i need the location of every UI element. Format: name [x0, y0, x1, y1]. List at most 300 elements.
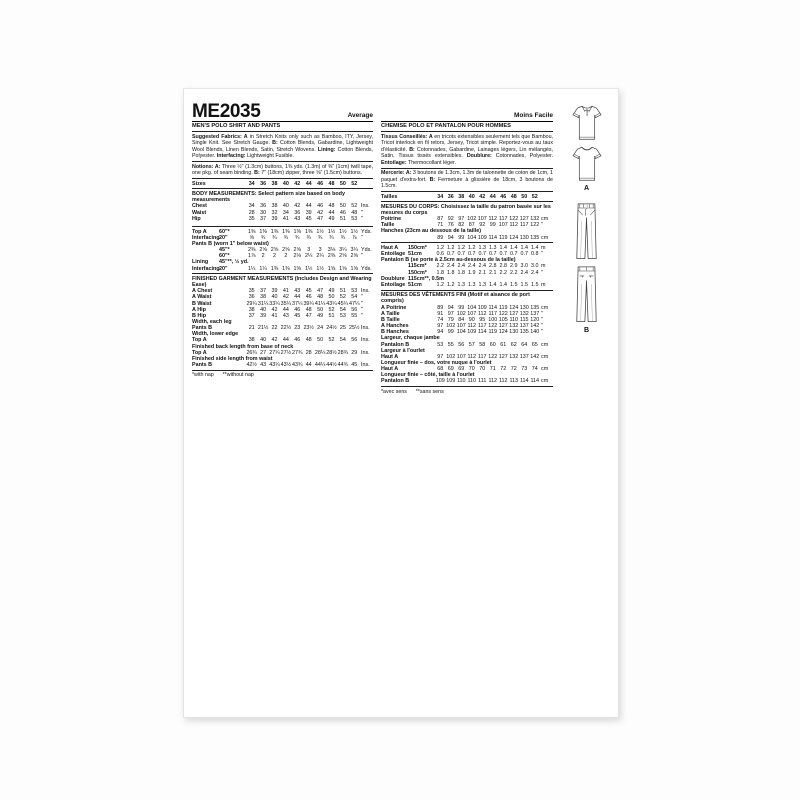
cell-value: 1½ [316, 265, 324, 272]
cell-value: 54 [339, 337, 346, 344]
cell-value: 130 [519, 234, 529, 241]
cell-value: 52 [328, 337, 335, 344]
table-section-label: Pantalon B (se porte à 2.5cm au-dessous de la taille) [381, 257, 516, 264]
measurements-table-fr [381, 194, 553, 385]
cell-value: 74 [437, 316, 444, 323]
row-label: Pantalon B [381, 341, 410, 348]
cell-value: 2.4 [478, 263, 486, 270]
cell-value: 87 [437, 216, 444, 223]
cell-value: 45 [351, 362, 358, 369]
cell-value: 43½ [280, 362, 292, 369]
cell-value: 56 [458, 341, 465, 348]
cell-value: 36 [447, 193, 454, 200]
table-section-label: Width, lower edge [192, 331, 239, 338]
cell-value: 37 [260, 288, 267, 295]
cell-value: 3.0 [531, 263, 539, 270]
row-unit: cm [541, 216, 549, 223]
cell-value: 41¼ [314, 300, 326, 307]
cell-value: 104 [467, 234, 477, 241]
cell-value: 127 [519, 216, 529, 223]
cell-value: 2¼ [304, 253, 313, 260]
row-label: Waist [192, 209, 207, 216]
cell-value: 1⅝ [339, 265, 347, 272]
cell-value: 1.4 [489, 281, 497, 288]
row-label: B Waist [192, 300, 212, 307]
cell-value: 47 [305, 312, 312, 319]
cell-value: 34 [248, 203, 255, 210]
table-section-label: Finished back length from base of neck [192, 343, 294, 350]
cell-value: 117 [498, 216, 508, 223]
cell-value: 1.5 [520, 281, 528, 288]
table-section-label: MESURES DES VÊTEMENTS FINI (Motif et aisance de port compris) [381, 292, 530, 305]
masthead-fr [381, 102, 553, 119]
row-label: Interfacing 20" [192, 265, 228, 272]
cell-value: 53 [351, 215, 358, 222]
cell-value: 69 [458, 366, 465, 373]
cell-value: 43 [260, 362, 267, 369]
table-row [192, 235, 373, 241]
cell-value: 42 [271, 337, 278, 344]
cell-value: 1⅜ [259, 228, 267, 235]
cell-value: 27¾ [292, 349, 303, 356]
cell-value: 109 [435, 378, 445, 385]
text-segment: Three ½" (1.3cm) buttons, 1⅜ yds. (1.3m) of ⅜" (1cm) twill tape, one pkg. of seam binding. [192, 163, 373, 177]
cell-value: 2.8 [489, 263, 497, 270]
cell-value: 34 [248, 180, 255, 187]
cell-value: 132 [509, 353, 519, 360]
cell-value: 52 [351, 180, 358, 187]
cell-value: 1.4 [499, 244, 507, 251]
cell-value: 65 [531, 341, 538, 348]
cell-value: 38 [248, 337, 255, 344]
cell-value: 1¼ [247, 265, 256, 272]
cell-value: 56 [351, 306, 358, 313]
cell-value: 2⅜ [327, 253, 336, 260]
cell-value: 122 [498, 310, 508, 317]
french-column [381, 102, 553, 395]
row-unit [360, 181, 373, 187]
cell-value: 48 [351, 209, 358, 216]
cell-value: 46 [500, 193, 507, 200]
cell-value: 1.9 [468, 269, 476, 276]
cell-value: 27¼ [269, 349, 280, 356]
cell-value: 114 [488, 304, 498, 311]
cell-value: 62 [510, 341, 517, 348]
cell-value: 122 [488, 323, 498, 330]
cell-value: 120 [530, 316, 540, 323]
cell-value: 124 [498, 329, 508, 336]
cell-value: 55 [447, 341, 454, 348]
row-unit: cm [541, 353, 549, 360]
row-unit: " [360, 312, 363, 319]
cell-value: 119 [498, 234, 508, 241]
cell-value: 112 [477, 310, 487, 317]
cell-value: 1.4 [531, 244, 539, 251]
cell-value: 24 [317, 325, 324, 332]
row-label: Doublure 115cm**, 0.5m [381, 275, 444, 282]
row-unit: Yds. [360, 247, 372, 254]
cell-value: 112 [509, 222, 519, 229]
cell-value: 50 [339, 180, 346, 187]
cell-value: 89 [437, 304, 444, 311]
row-unit: Ins. [360, 349, 370, 356]
cell-value: 3¼ [339, 247, 347, 254]
row-label: Top A [192, 337, 207, 344]
cell-value: 47 [317, 215, 324, 222]
cell-value: ¾ [260, 234, 266, 241]
row-width-spec: 60"* [219, 253, 230, 260]
row-label: Top A 60"* [192, 228, 230, 235]
cell-value: 42 [282, 294, 289, 301]
cell-value: 2⅝ [339, 253, 347, 260]
cell-value: 79 [447, 316, 454, 323]
table-section-label: Pants B (worn 1" below waist) [192, 240, 269, 247]
row-unit: Ins. [360, 325, 370, 332]
cell-value: 36 [260, 180, 267, 187]
cell-value: 42 [294, 203, 301, 210]
cell-value: 140 [530, 329, 540, 336]
cell-value: 44 [294, 294, 301, 301]
cell-value: 1⅞ [247, 253, 256, 260]
cell-value: 50 [317, 306, 324, 313]
text-segment: Entoilage: [381, 159, 407, 166]
cell-value: 97 [447, 310, 454, 317]
table-section-label: Largeur à l'ourlet [381, 347, 425, 354]
text-segment: Doublure: [466, 153, 492, 160]
table-row [381, 235, 553, 241]
divider-rule [192, 370, 373, 371]
row-label: A Taille [381, 310, 400, 317]
row-label: Interfacing 20" [192, 234, 228, 241]
cell-value: 1¼ [259, 265, 267, 272]
cell-value: 50 [339, 203, 346, 210]
cell-value: 0.8 [531, 251, 539, 258]
row-unit: " [360, 215, 363, 222]
text-segment: in Stretch Knits only such as Bamboo, ITY, Jersey, Single Knit. See Stretch Gauge. [192, 133, 373, 147]
cell-value: 2 [272, 253, 276, 260]
suggested-fabrics-fr [381, 134, 553, 166]
cell-value: 40 [260, 337, 267, 344]
cell-value: 117 [519, 222, 529, 229]
row-width-spec: 45"**, ½ yd. [219, 259, 249, 266]
divider-rule [381, 386, 553, 387]
cell-value: 99 [489, 222, 496, 229]
cell-value: 124 [509, 234, 519, 241]
divider-rule [381, 242, 553, 243]
cell-value: 102 [456, 310, 466, 317]
cell-value: 38 [271, 203, 278, 210]
cell-value: 92 [447, 216, 454, 223]
cell-value: 1.2 [447, 281, 455, 288]
spacer [192, 222, 373, 225]
cell-value: 112 [488, 378, 498, 385]
cell-value: 70 [479, 366, 486, 373]
row-label: B Hip [192, 312, 207, 319]
cell-value: 46 [294, 337, 301, 344]
cell-value: ¾ [283, 234, 289, 241]
cell-value: 0.7 [478, 251, 486, 258]
cell-value: 44 [328, 209, 335, 216]
cell-value: 97 [458, 216, 465, 223]
cell-value: 100 [488, 316, 498, 323]
pattern-number: ME2035 [192, 101, 261, 122]
cell-value: 2⅝ [270, 247, 279, 254]
table-section-label: Finished side length from waist [192, 355, 273, 362]
row-unit: " [541, 310, 543, 317]
row-width-spec: 20" [219, 265, 228, 272]
row-label: Haut A 150cm* [381, 244, 427, 251]
cell-value: 48 [305, 337, 312, 344]
row-width-spec: 150cm* [408, 244, 427, 251]
cell-value: 2.2 [499, 269, 507, 276]
cell-value: 2⅝ [259, 247, 267, 254]
row-unit: m [541, 263, 546, 270]
text-segment: B: [272, 140, 278, 147]
row-unit [540, 194, 553, 200]
cell-value: 1.2 [468, 244, 476, 251]
cell-value: 23½ [303, 325, 314, 332]
cell-value: 0.7 [447, 251, 455, 258]
cell-value: 23 [294, 325, 301, 332]
cell-value: 21 [248, 325, 255, 332]
cell-value: 41 [271, 312, 278, 319]
cell-value: ⅝ [249, 234, 254, 241]
cell-value: 42½ [246, 362, 257, 369]
cell-value: 3 [307, 247, 311, 254]
cell-value: 2.4 [531, 269, 539, 276]
cell-value: 107 [456, 323, 466, 330]
cell-value: 28¼ [314, 349, 326, 356]
cell-value: 132 [519, 310, 529, 317]
cell-value: 122 [509, 216, 519, 223]
row-unit: Ins. [360, 288, 370, 295]
cell-value: 40 [282, 180, 289, 187]
cell-value: 2.1 [489, 269, 497, 276]
table-section-label: MESURES DU CORPS: Choisissez la taille du patron basée sur les mesures du corps [381, 203, 551, 216]
text-segment: Notions: A: [192, 163, 221, 170]
cell-value: 28 [248, 209, 255, 216]
cell-value: 1½ [304, 265, 313, 272]
cell-value: 1⅜ [293, 228, 302, 235]
row-label: Taille [381, 222, 395, 229]
cell-value: 46 [339, 209, 346, 216]
cell-value: 2.4 [447, 263, 455, 270]
cell-value: 37¼ [292, 300, 303, 307]
cell-value: 113 [509, 378, 519, 385]
cell-value: 107 [477, 216, 487, 223]
cell-value: 44 [489, 193, 496, 200]
cell-value: 51 [339, 215, 346, 222]
row-width-spec: 45"* [219, 247, 230, 254]
row-label: Hip [192, 215, 201, 222]
row-unit: cm [541, 341, 549, 348]
cell-value: 127 [498, 323, 508, 330]
cell-value: 35 [248, 288, 255, 295]
table-row [192, 325, 373, 331]
row-unit: " [541, 251, 543, 258]
cell-value: 53 [351, 288, 358, 295]
cell-value: 43 [282, 312, 289, 319]
cell-value: 26¾ [246, 349, 257, 356]
cell-value: 52 [339, 294, 346, 301]
cell-value: 1.8 [447, 269, 455, 276]
cell-value: 53 [339, 312, 346, 319]
cell-value: 109 [467, 329, 477, 336]
row-label: A Hanches [381, 323, 409, 330]
cell-value: 38 [248, 306, 255, 313]
cell-value: 112 [488, 216, 498, 223]
cell-value: 1⅝ [327, 265, 336, 272]
cell-value: 110 [509, 316, 519, 323]
cell-value: 92 [479, 222, 486, 229]
text-segment: Cotonnades, Gabardine, Lainages légers, Lin mélangés, Satin, Tissus tissés extensibles. [381, 146, 553, 160]
nap-footnote-en: *with nap **without nap [192, 372, 254, 379]
text-segment: Thermocollant léger. [406, 159, 456, 166]
cell-value: 43¼ [326, 300, 337, 307]
row-label: Top A [192, 349, 207, 356]
row-label: B Taille [381, 316, 400, 323]
cell-value: 2.4 [468, 263, 476, 270]
row-unit: Yds. [360, 265, 372, 272]
cell-value: 2.2 [436, 263, 444, 270]
row-unit: m [541, 281, 546, 288]
row-unit: " [360, 209, 363, 216]
row-unit: " [360, 306, 363, 313]
table-row [192, 362, 373, 368]
table-row [192, 266, 373, 272]
cell-value: 30 [260, 209, 267, 216]
row-width-spec: 115cm* [408, 263, 427, 270]
cell-value: 95 [479, 316, 486, 323]
garment-title-en: MEN'S POLO SHIRT AND PANTS [192, 123, 281, 130]
text-segment: 3 boutons de 1.3cm, 1.3m de talonnette de coton de 1cm, 1 paquet d'extra-fort. [381, 170, 553, 183]
cell-value: 43¼ [269, 362, 280, 369]
cell-value: ¾ [306, 234, 311, 241]
table-section-label: FINISHED GARMENT MEASUREMENTS (Includes Design and Wearing Ease) [192, 275, 372, 289]
divider-rule [381, 131, 553, 132]
row-unit: " [360, 294, 363, 301]
cell-value: 44 [305, 203, 312, 210]
text-segment: B: [254, 170, 260, 177]
cell-value: 1⅜ [270, 265, 279, 272]
cell-value: 36 [248, 294, 255, 301]
row-label: A Hip [192, 306, 206, 313]
cell-value: 68 [437, 366, 444, 373]
cell-value: 99 [458, 304, 465, 311]
cell-value: 44¼ [314, 362, 326, 369]
cell-value: 115 [519, 316, 529, 323]
cell-value: 25½ [349, 325, 360, 332]
row-label: B Hanches [381, 329, 409, 336]
cell-value: 84 [458, 316, 465, 323]
cell-value: 48 [328, 180, 335, 187]
pattern-envelope-back [183, 88, 619, 718]
table-row [192, 350, 373, 356]
cell-value: 110 [456, 378, 466, 385]
cell-value: 41 [282, 215, 289, 222]
cell-value: 54 [339, 306, 346, 313]
cell-value: 42 [294, 180, 301, 187]
table-row [381, 282, 553, 288]
cell-value: 94 [447, 234, 454, 241]
row-label: A Chest [192, 288, 213, 295]
cell-value: 1.4 [520, 244, 528, 251]
row-width-spec: 51cm [408, 281, 422, 288]
cell-value: 72 [500, 366, 507, 373]
english-column [192, 102, 373, 378]
cell-value: 2.4 [457, 263, 465, 270]
cell-value: 142 [530, 323, 540, 330]
cell-value: 90 [468, 316, 475, 323]
cell-value: 130 [509, 329, 519, 336]
nap-footnote-fr: *avec sens **sans sens [381, 388, 444, 395]
cell-value: ⅞ [352, 234, 357, 241]
cell-value: 119 [488, 329, 498, 336]
cell-value: 49 [328, 215, 335, 222]
cell-value: 42 [271, 306, 278, 313]
pants-back-illustration [574, 265, 599, 324]
suggested-fabrics-en [192, 134, 373, 160]
cell-value: 40 [468, 193, 475, 200]
row-unit: " [541, 316, 543, 323]
cell-value: 132 [530, 216, 540, 223]
text-segment: Cotonnades, Polyester. [491, 153, 553, 160]
table-section-label: Hanches (23cm au dessous de la taille) [381, 228, 482, 235]
cell-value: 2¼ [316, 253, 324, 260]
cell-value: ¾ [317, 234, 323, 241]
cell-value: 38 [271, 180, 278, 187]
text-segment: Interfacing: [216, 153, 246, 160]
cell-value: 2 [284, 253, 288, 260]
cell-value: 55 [351, 312, 358, 319]
table-section-label: Longueur finie – côté, taille à l'ourlet [381, 372, 475, 379]
cell-value: 142 [530, 353, 540, 360]
cell-value: 107 [456, 353, 466, 360]
text-segment: Tissus Conseillés: A [381, 133, 433, 140]
notions-fr [381, 170, 553, 189]
cell-value: 0.6 [436, 251, 444, 258]
row-width-spec: 51cm [408, 251, 422, 258]
cell-value: 1⅜ [247, 228, 256, 235]
divider-rule [381, 168, 553, 169]
cell-value: 1⅜ [293, 265, 302, 272]
cell-value: 102 [467, 216, 477, 223]
cell-value: 61 [500, 341, 507, 348]
table-row [381, 342, 553, 348]
text-segment: en tricots extensibles seulement tels que Bambou, Tricot interlock en fil retors, Jersey, Tricot simple. Reportez-vous au taux d'élasticité. [381, 133, 554, 153]
cell-value: 1.2 [457, 244, 465, 251]
divider-rule [381, 201, 553, 202]
cell-value: 124 [509, 304, 519, 311]
cell-value: 2.8 [499, 263, 507, 270]
cell-value: ¾ [272, 234, 277, 241]
cell-value: 1⅜ [282, 265, 290, 272]
cell-value: 50 [328, 294, 335, 301]
cell-value: 2⅝ [350, 253, 359, 260]
cell-value: 56 [351, 337, 358, 344]
text-segment: Cotton Blends, Gabardine, Lightweight Wool Blends, Linen Blends, Satin, Stretch Wovens. [192, 140, 373, 153]
cell-value: 117 [477, 323, 487, 330]
cell-value: 104 [456, 329, 466, 336]
cell-value: 99 [447, 329, 454, 336]
cell-value: 0.7 [468, 251, 476, 258]
cell-value: 112 [467, 353, 477, 360]
cell-value: 82 [458, 222, 465, 229]
cell-value: 42 [317, 209, 324, 216]
cell-value: 52 [531, 193, 538, 200]
table-section-label: BODY MEASUREMENTS: Select pattern size based on body measurements [192, 191, 345, 204]
text-segment: Cotton Blends, Polyester. [192, 146, 374, 160]
